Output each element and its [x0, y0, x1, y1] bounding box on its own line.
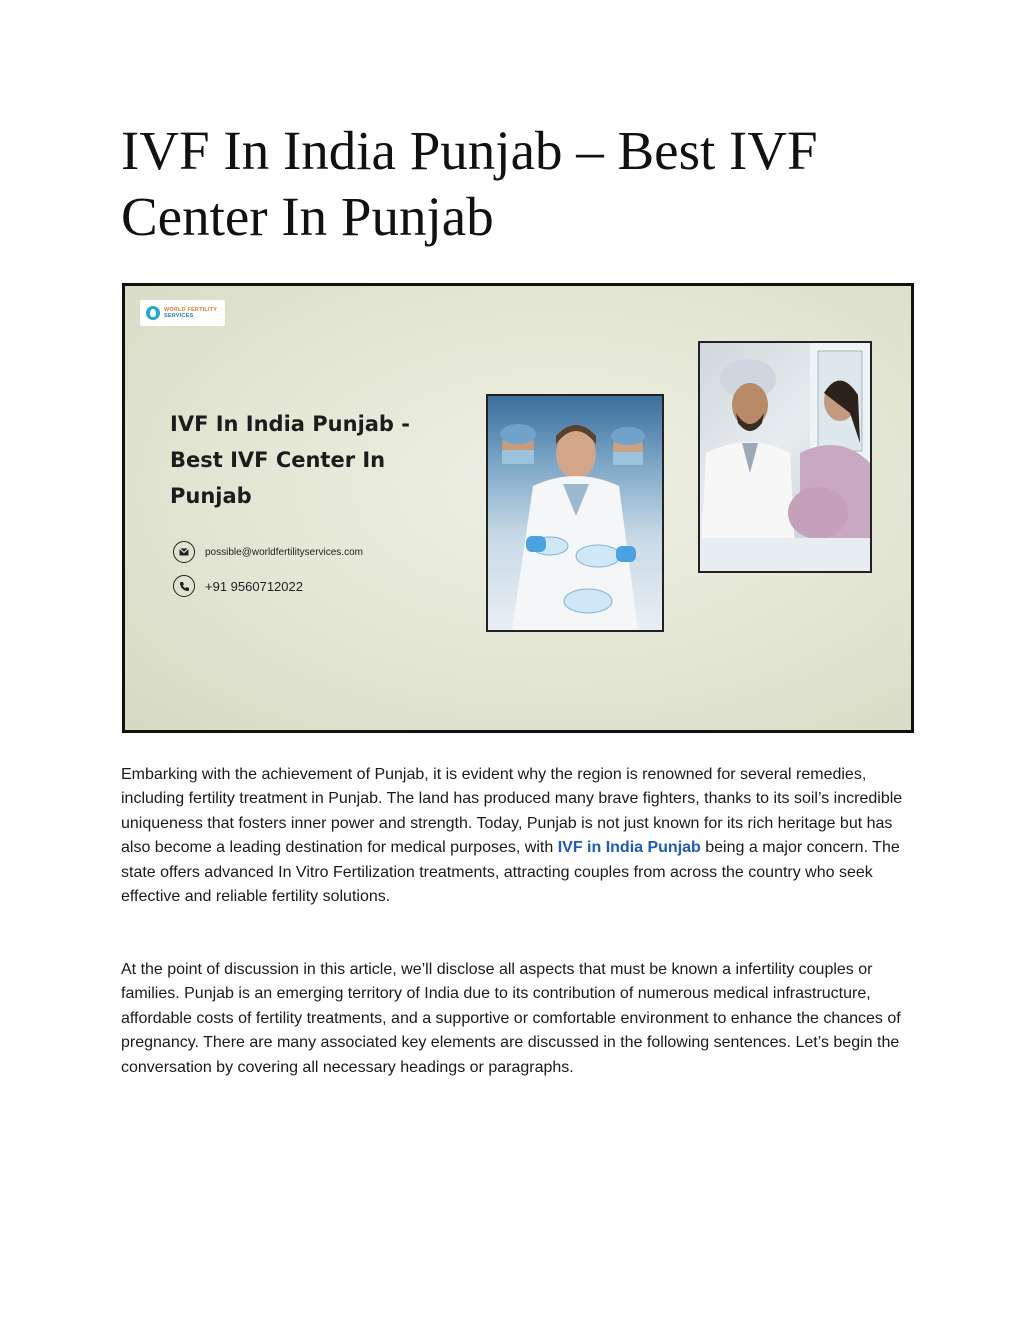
- banner-title: IVF In India Punjab - Best IVF Center In Punjab: [170, 412, 410, 508]
- banner-phone-text: +91 9560712022: [205, 578, 303, 594]
- logo-text-line2: SERVICES: [164, 313, 194, 319]
- hero-banner-image: [122, 283, 914, 733]
- intro-text-end: being a major concern. The state offers advanced In Vitro Fertilization treatments, attracting couples from across the country who seek effective and reliable fertility solutions.: [121, 839, 900, 906]
- discussion-paragraph: At the point of discussion in this article, we’ll disclose all aspects that must be known a infertility couples or families. Punjab is an emerging territory of India due to its contribution of numerous medical infrastructure, affordable costs of fertility treatments, and a supportive or comfortable environment to enhance the chances of pregnancy. There are many associated key elements are discussed in the following sentences. Let’s begin the conversation by covering all necessary headings or paragraphs.: [121, 961, 901, 1076]
- logo-icon: [146, 306, 160, 320]
- banner-email: [173, 541, 363, 563]
- envelope-icon: [173, 541, 195, 563]
- phone-icon: [173, 575, 195, 597]
- page-title: IVF In India Punjab – Best IVF Center In Punjab: [121, 120, 818, 247]
- banner-email-text: possible@worldfertilityservices.com: [205, 546, 363, 558]
- intro-text-start: Embarking with the achievement of Punjab, it is evident why the region is renowned for several remedies, including fertility treatment in Punjab. The land has produced many brave fighters, thanks to its soil’s incredible uniqueness that fosters inner power and strength. Today, Punjab is not just known for its rich heritage but has also become a leading destination for medical purposes, with: [121, 766, 903, 857]
- doctors-lab-photo: [486, 394, 664, 632]
- banner-phone: [173, 575, 303, 597]
- doctor-patient-photo: [698, 341, 872, 573]
- intro-paragraph: [121, 763, 911, 909]
- brand-logo: [140, 300, 225, 326]
- ivf-india-punjab-link[interactable]: IVF in India Punjab: [553, 839, 701, 857]
- logo-text-line1: WORLD FERTILITY: [164, 307, 218, 313]
